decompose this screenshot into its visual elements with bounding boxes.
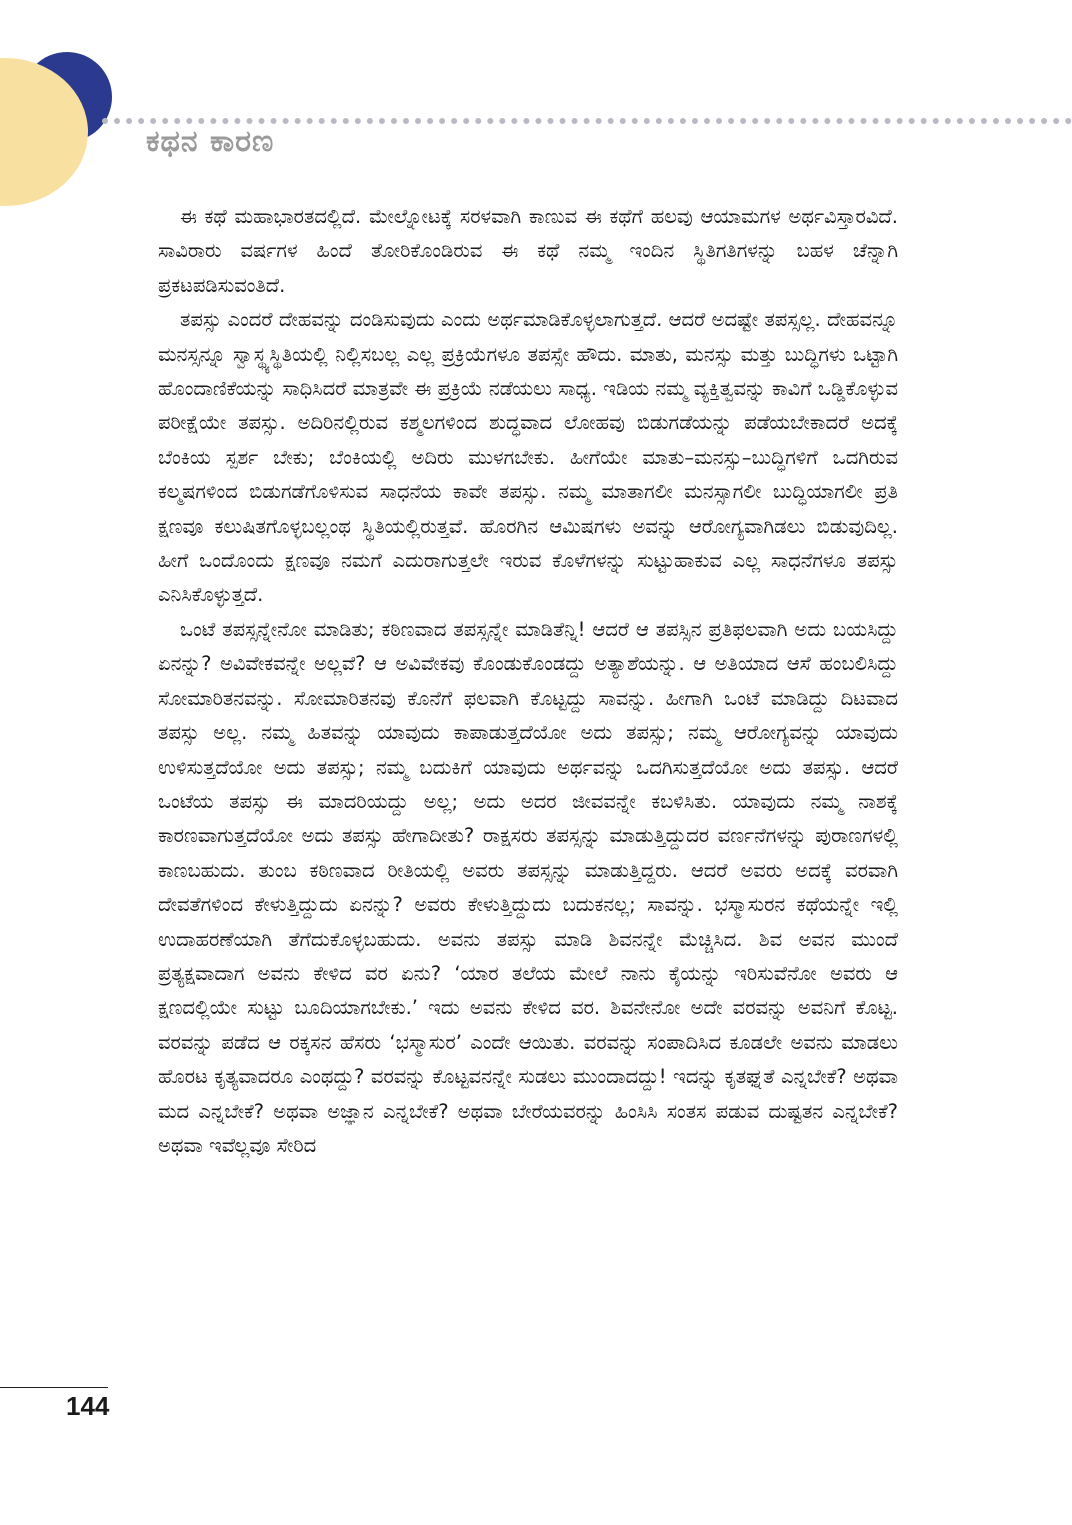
section-title: ಕಥನ ಕಾರಣ [146, 124, 275, 159]
paragraph-3: ಒಂಟೆ ತಪಸ್ಸನ್ನೇನೋ ಮಾಡಿತು; ಕಠಿಣವಾದ ತಪಸ್ಸನ್ನೇ ಮಾಡಿತೆನ್ನಿ! ಆದರೆ ಆ ತಪಸ್ಸಿನ ಪ್ರತಿಫಲವಾಗಿ ಅದು ಬಯಸಿದ್ದು ಏನನ್ನು? ಅವಿವೇಕವನ್ನೇ ಅಲ್ಲವೆ? ಆ ಅವಿವೇಕವು ಕೊಂಡುಕೊಂಡದ್ದು ಅತ್ಯಾಶೆಯನ್ನು. ಆ ಅತಿಯಾದ ಆಸೆ ಹಂಬಲಿಸಿದ್ದು ಸೋಮಾರಿತನವನ್ನು. ಸೋಮಾರಿತನವು ಕೊನೆಗೆ ಫಲವಾಗಿ ಕೊಟ್ಟದ್ದು ಸಾವನ್ನು. ಹೀಗಾಗಿ ಒಂಟೆ ಮಾಡಿದ್ದು ದಿಟವಾದ ತಪಸ್ಸು ಅಲ್ಲ. ನಮ್ಮ ಹಿತವನ್ನು ಯಾವುದು ಕಾಪಾಡುತ್ತದೆಯೋ ಅದು ತಪಸ್ಸು; ನಮ್ಮ ಆರೋಗ್ಯವನ್ನು ಯಾವುದು ಉಳಿಸುತ್ತದೆಯೋ ಅದು ತಪಸ್ಸು; ನಮ್ಮ ಬದುಕಿಗೆ ಯಾವುದು ಅರ್ಥವನ್ನು ಒದಗಿಸುತ್ತದೆಯೋ ಅದು ತಪಸ್ಸು. ಆದರೆ ಒಂಟೆಯ ತಪಸ್ಸು ಈ ಮಾದರಿಯದ್ದು ಅಲ್ಲ; ಅದು ಅದರ ಜೀವವನ್ನೇ ಕಬಳಿಸಿತು. ಯಾವುದು ನಮ್ಮ ನಾಶಕ್ಕೆ ಕಾರಣವಾಗುತ್ತದೆಯೋ ಅದು ತಪಸ್ಸು ಹೇಗಾದೀತು? ರಾಕ್ಷಸರು ತಪಸ್ಸನ್ನು ಮಾಡುತ್ತಿದ್ದುದರ ವರ್ಣನೆಗಳನ್ನು ಪುರಾಣಗಳಲ್ಲಿ ಕಾಣಬಹುದು. ತುಂಬ ಕಠಿಣವಾದ ರೀತಿಯಲ್ಲಿ ಅವರು ತಪಸ್ಸನ್ನು ಮಾಡುತ್ತಿದ್ದರು. ಆದರೆ ಅವರು ಅದಕ್ಕೆ ವರವಾಗಿ ದೇವತೆಗಳಿಂದ ಕೇಳುತ್ತಿದ್ದುದು ಏನನ್ನು? ಅವರು ಕೇಳುತ್ತಿದ್ದುದು ಬದುಕನಲ್ಲ; ಸಾವನ್ನು. ಭಸ್ಮಾಸುರನ ಕಥೆಯನ್ನೇ ಇಲ್ಲಿ ಉದಾಹರಣೆಯಾಗಿ ತೆಗೆದುಕೊಳ್ಳಬಹುದು. ಅವನು ತಪಸ್ಸು ಮಾಡಿ ಶಿವನನ್ನೇ ಮೆಚ್ಚಿಸಿದ. ಶಿವ ಅವನ ಮುಂದೆ ಪ್ರತ್ಯಕ್ಷವಾದಾಗ ಅವನು ಕೇಳಿದ ವರ ಏನು? ‘ಯಾರ ತಲೆಯ ಮೇಲೆ ನಾನು ಕೈಯನ್ನು ಇರಿಸುವೆನೋ ಅವರು ಆ ಕ್ಷಣದಲ್ಲಿಯೇ ಸುಟ್ಟು ಬೂದಿಯಾಗಬೇಕು.’ ಇದು ಅವನು ಕೇಳಿದ ವರ. ಶಿವನೇನೋ ಅದೇ ವರವನ್ನು ಅವನಿಗೆ ಕೊಟ್ಟ. ವರವನ್ನು ಪಡೆದ ಆ ರಕ್ಕಸನ ಹೆಸರು ‘ಭಸ್ಮಾಸುರ’ ಎಂದೇ ಆಯಿತು. ವರವನ್ನು ಸಂಪಾದಿಸಿದ ಕೂಡಲೇ ಅವನು ಮಾಡಲು ಹೊರಟ ಕೃತ್ಯವಾದರೂ ಎಂಥದ್ದು? ವರವನ್ನು ಕೊಟ್ಟವನನ್ನೇ ಸುಡಲು ಮುಂದಾದದ್ದು! ಇದನ್ನು ಕೃತಘ್ನತೆ ಎನ್ನಬೇಕೆ? ಅಥವಾ ಮದ ಎನ್ನಬೇಕೆ? ಅಥವಾ ಅಜ್ಞಾನ ಎನ್ನಬೇಕೆ? ಅಥವಾ ಬೇರೆಯವರನ್ನು ಹಿಂಸಿಸಿ ಸಂತಸ ಪಡುವ ದುಷ್ಟತನ ಎನ್ನಬೇಕೆ? ಅಥವಾ ಇವೆಲ್ಲವೂ ಸೇರಿದ [158, 617, 898, 1157]
paragraph-2: ತಪಸ್ಸು ಎಂದರೆ ದೇಹವನ್ನು ದಂಡಿಸುವುದು ಎಂದು ಅರ್ಥಮಾಡಿಕೊಳ್ಳಲಾಗುತ್ತದೆ. ಆದರೆ ಅದಷ್ಟೇ ತಪಸ್ಸಲ್ಲ. ದೇಹವನ್ನೂ ಮನಸ್ಸನ್ನೂ ಸ್ವಾಸ್ಥ್ಯಸ್ಥಿತಿಯಲ್ಲಿ ನಿಲ್ಲಿಸಬಲ್ಲ ಎಲ್ಲ ಪ್ರಕ್ರಿಯೆಗಳೂ ತಪಸ್ಸೇ ಹೌದು. ಮಾತು, ಮನಸ್ಸು ಮತ್ತು ಬುದ್ಧಿಗಳು ಒಟ್ಟಾಗಿ ಹೊಂದಾಣಿಕೆಯನ್ನು ಸಾಧಿಸಿದರೆ ಮಾತ್ರವೇ ಈ ಪ್ರಕ್ರಿಯೆ ನಡೆಯಲು ಸಾಧ್ಯ. ಇಡಿಯ ನಮ್ಮ ವ್ಯಕ್ತಿತ್ವವನ್ನು ಕಾವಿಗೆ ಒಡ್ಡಿಕೊಳ್ಳುವ ಪರೀಕ್ಷೆಯೇ ತಪಸ್ಸು. ಅದಿರಿನಲ್ಲಿರುವ ಕಶ್ಮಲಗಳಿಂದ ಶುದ್ಧವಾದ ಲೋಹವು ಬಿಡುಗಡೆಯನ್ನು ಪಡೆಯಬೇಕಾದರೆ ಅದಕ್ಕೆ ಬೆಂಕಿಯ ಸ್ಪರ್ಶ ಬೇಕು; ಬೆಂಕಿಯಲ್ಲಿ ಅದಿರು ಮುಳಗಬೇಕು. ಹೀಗೆಯೇ ಮಾತು–ಮನಸ್ಸು–ಬುದ್ಧಿಗಳಿಗೆ ಒದಗಿರುವ ಕಲ್ಮಷಗಳಿಂದ ಬಿಡುಗಡೆಗೊಳಿಸುವ ಸಾಧನೆಯ ಕಾವೇ ತಪಸ್ಸು. ನಮ್ಮ ಮಾತಾಗಲೀ ಮನಸ್ಸಾಗಲೀ ಬುದ್ಧಿಯಾಗಲೀ ಪ್ರತಿ ಕ್ಷಣವೂ ಕಲುಷಿತಗೊಳ್ಳಬಲ್ಲಂಥ ಸ್ಥಿತಿಯಲ್ಲಿರುತ್ತವೆ. ಹೊರಗಿನ ಆಮಿಷಗಳು ಅವನ್ನು ಆರೋಗ್ಯವಾಗಿಡಲು ಬಿಡುವುದಿಲ್ಲ. ಹೀಗೆ ಒಂದೊಂದು ಕ್ಷಣವೂ ನಮಗೆ ಎದುರಾಗುತ್ತಲೇ ಇರುವ ಕೊಳೆಗಳನ್ನು ಸುಟ್ಟುಹಾಕುವ ಎಲ್ಲ ಸಾಧನೆಗಳೂ ತಪಸ್ಸು ಎನಿಸಿಕೊಳ್ಳುತ್ತದೆ. [158, 308, 898, 607]
body-text [158, 200, 898, 1163]
page-number: 144 [66, 1391, 110, 1421]
paragraph-1: ಈ ಕಥೆ ಮಹಾಭಾರತದಲ್ಲಿದೆ. ಮೇಲ್ನೋಟಕ್ಕೆ ಸರಳವಾಗಿ ಕಾಣುವ ಈ ಕಥೆಗೆ ಹಲವು ಆಯಾಮಗಳ ಅರ್ಥವಿಸ್ತಾರವಿದೆ. ಸಾವಿರಾರು ವರ್ಷಗಳ ಹಿಂದೆ ತೋರಿಕೊಂಡಿರುವ ಈ ಕಥೆ ನಮ್ಮ ಇಂದಿನ ಸ್ಥಿತಿಗತಿಗಳನ್ನು ಬಹಳ ಚೆನ್ನಾಗಿ ಪ್ರಕಟಪಡಿಸುವಂತಿದೆ. [158, 205, 898, 297]
page-number-rule [0, 1387, 108, 1388]
